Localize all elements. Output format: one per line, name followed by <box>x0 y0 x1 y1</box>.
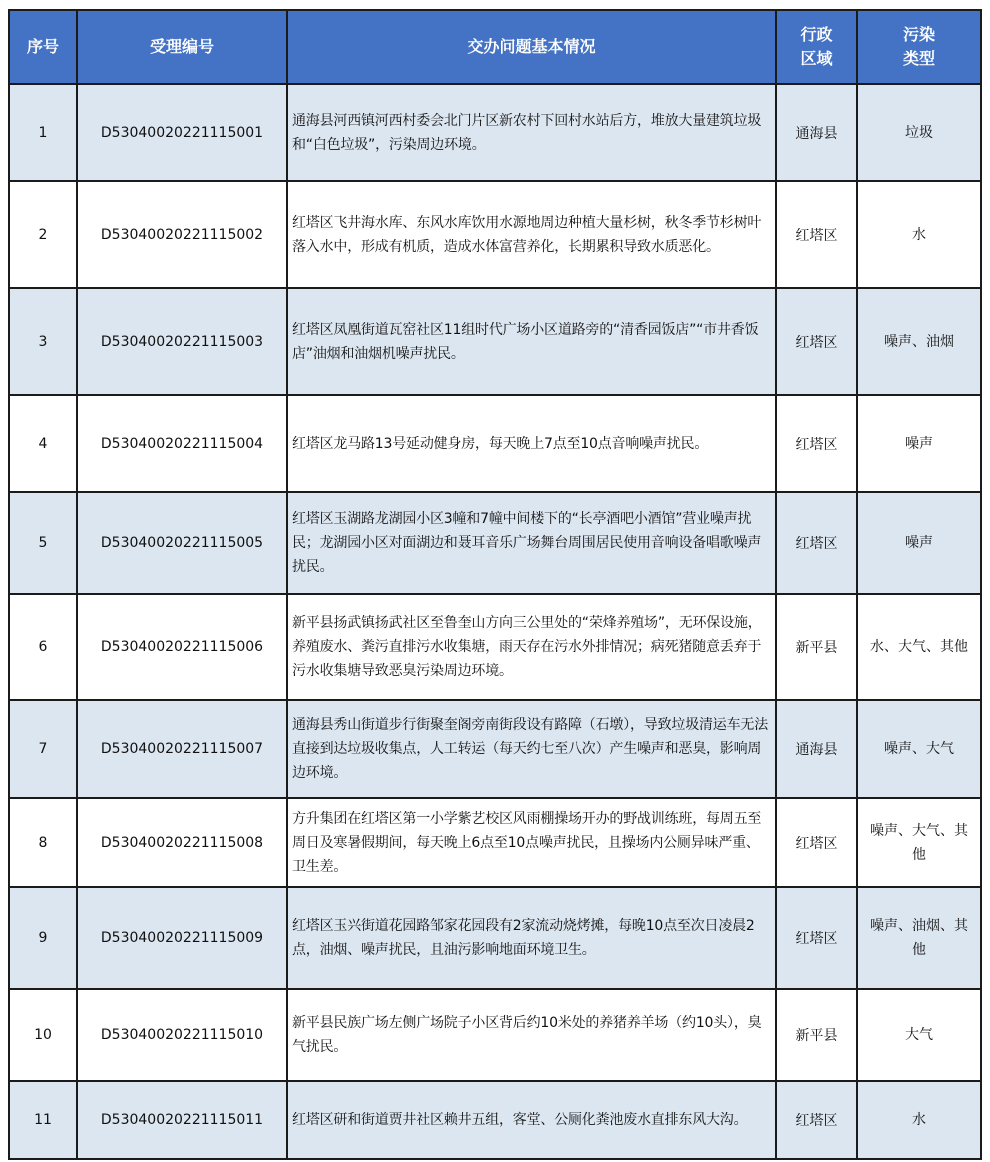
row-code: D5304002022111500​1 <box>77 84 287 181</box>
row-type: 噪声、油烟、其他 <box>857 887 981 989</box>
row-area: 新平县 <box>776 594 857 700</box>
row-desc: 红塔区凤凰街道瓦窑社区11组时代广场小区道路旁的“清香园饭店”“市井香饭店”油烟和油烟机噪声扰民。 <box>287 288 776 395</box>
table-row <box>9 288 981 395</box>
row-area: 红塔区 <box>776 887 857 989</box>
row-area: 红塔区 <box>776 492 857 594</box>
row-type: 噪声、大气、其他 <box>857 798 981 887</box>
row-code: D5304002022111500​5 <box>77 492 287 594</box>
row-desc: 新平县扬武镇扬武社区至鲁奎山方向三公里处的“荣烽养殖场”，无环保设施，养殖废水、粪污直排污水收集塘，雨天存在污水外排情况；病死猪随意丢弃于污水收集塘导致恶臭污染周边环境。 <box>287 594 776 700</box>
row-code: D5304002022111500​8 <box>77 798 287 887</box>
row-desc: 红塔区龙马路13号延动健身房，每天晚上7点至10点音响噪声扰民。 <box>287 395 776 492</box>
row-area: 红塔区 <box>776 1081 857 1159</box>
row-no: 10 <box>9 989 77 1081</box>
table-row <box>9 798 981 887</box>
header-area-line2: 区域 <box>800 49 833 68</box>
row-desc: 通海县秀山街道步行街聚奎阁旁南街段设有路障（石墩），导致垃圾清运车无法直接到达垃圾收集点，人工转运（每天约七至八次）产生噪声和恶臭，影响周边环境。 <box>287 700 776 798</box>
row-no: 4 <box>9 395 77 492</box>
row-code: D5304002022111500​7 <box>77 700 287 798</box>
row-desc: 通海县河西镇河西村委会北门片区新农村下回村水站后方，堆放大量建筑垃圾和“白色垃圾”，污染周边环境。 <box>287 84 776 181</box>
row-type: 水 <box>857 181 981 288</box>
row-type: 噪声 <box>857 492 981 594</box>
table-row <box>9 395 981 492</box>
table-row <box>9 594 981 700</box>
header-area-line1: 行政 <box>800 25 833 44</box>
row-no: 6 <box>9 594 77 700</box>
row-desc: 红塔区飞井海水库、东风水库饮用水源地周边种植大量杉树，秋冬季节杉树叶落入水中，形成有机质，造成水体富营养化，长期累积导致水质恶化。 <box>287 181 776 288</box>
row-no: 8 <box>9 798 77 887</box>
row-type: 噪声、大气 <box>857 700 981 798</box>
row-no: 1 <box>9 84 77 181</box>
row-area: 红塔区 <box>776 395 857 492</box>
row-code: D530400202211150​10 <box>77 989 287 1081</box>
row-code: D530400202211150​11 <box>77 1081 287 1159</box>
row-no: 2 <box>9 181 77 288</box>
table-row <box>9 181 981 288</box>
header-area <box>776 10 857 84</box>
table-row <box>9 492 981 594</box>
row-desc: 红塔区玉兴街道花园路邹家花园段有2家流动烧烤摊，每晚10点至次日凌晨2点，油烟、噪声扰民，且油污影响地面环境卫生。 <box>287 887 776 989</box>
row-code: D530400202211150​02 <box>77 181 287 288</box>
row-type: 水 <box>857 1081 981 1159</box>
table-row <box>9 887 981 989</box>
header-type <box>857 10 981 84</box>
header-type-line2: 类型 <box>902 49 935 68</box>
table-container <box>8 9 982 1160</box>
row-type: 噪声 <box>857 395 981 492</box>
row-type: 水、大气、其他 <box>857 594 981 700</box>
row-area: 红塔区 <box>776 181 857 288</box>
header-code: 受理编号 <box>77 10 287 84</box>
row-area: 通海县 <box>776 700 857 798</box>
row-desc: 新平县民族广场左侧广场院子小区背后约10米处的养猪养羊场（约10头），臭气扰民。 <box>287 989 776 1081</box>
row-type: 大气 <box>857 989 981 1081</box>
row-desc: 红塔区研和街道贾井社区赖井五组，客堂、公厕化粪池废水直排东风大沟。 <box>287 1081 776 1159</box>
row-code: D5304002022111500​4 <box>77 395 287 492</box>
header-desc: 交办问题基本情况 <box>287 10 776 84</box>
header-type-line1: 污染 <box>902 25 935 44</box>
table-row <box>9 989 981 1081</box>
row-no: 11 <box>9 1081 77 1159</box>
row-code: D5304002022111500​6 <box>77 594 287 700</box>
row-code: D5304002022111500​9 <box>77 887 287 989</box>
row-no: 5 <box>9 492 77 594</box>
table-row <box>9 84 981 181</box>
row-desc: 方升集团在红塔区第一小学紫艺校区风雨棚操场开办的野战训练班，每周五至周日及寒暑假期间，每天晚上6点至10点噪声扰民，且操场内公厕异味严重、卫生差。 <box>287 798 776 887</box>
case-table <box>8 9 982 1160</box>
row-area: 红塔区 <box>776 288 857 395</box>
row-type: 噪声、油烟 <box>857 288 981 395</box>
table-row <box>9 1081 981 1159</box>
table-row <box>9 700 981 798</box>
row-code: D5304002022111500​3 <box>77 288 287 395</box>
header-no: 序号 <box>9 10 77 84</box>
row-type: 垃圾 <box>857 84 981 181</box>
row-no: 3 <box>9 288 77 395</box>
row-area: 红塔区 <box>776 798 857 887</box>
row-no: 9 <box>9 887 77 989</box>
row-area: 通海县 <box>776 84 857 181</box>
row-no: 7 <box>9 700 77 798</box>
row-desc: 红塔区玉湖路龙湖园小区3幢和7幢中间楼下的“长亭酒吧小酒馆”营业噪声扰民；龙湖园小区对面湖边和聂耳音乐广场舞台周围居民使用音响设备唱歌噪声扰民。 <box>287 492 776 594</box>
row-area: 新平县 <box>776 989 857 1081</box>
header-row <box>9 10 981 84</box>
